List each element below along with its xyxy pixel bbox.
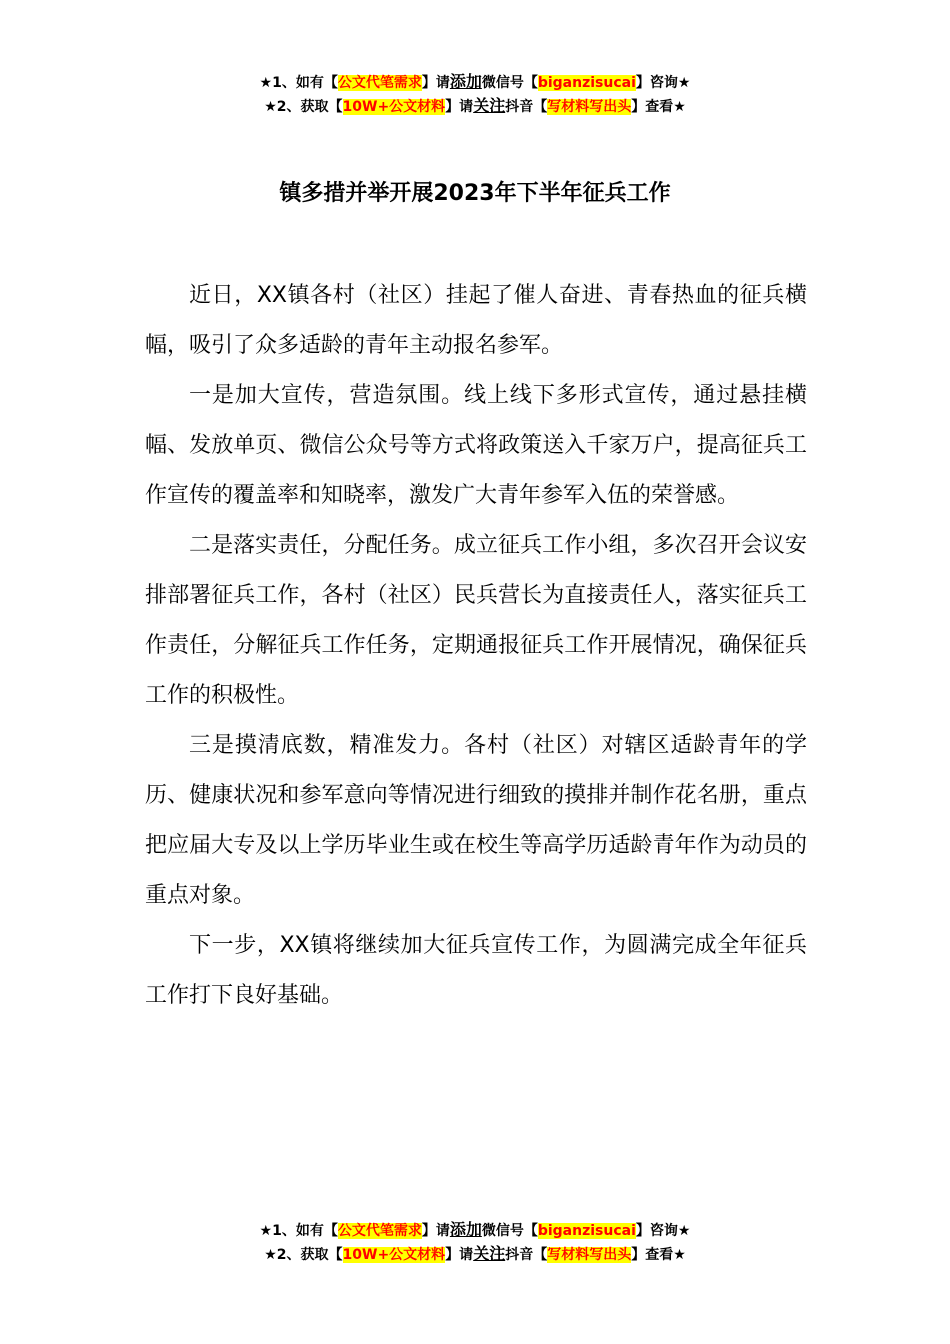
promo-line-2-highlight-materials: 10W+公文材料: [342, 99, 446, 115]
footer-line-1-mid: 】请: [421, 1223, 450, 1239]
document-body: [145, 271, 807, 1021]
paragraph-point-2: 二是落实责任，分配任务。成立征兵工作小组，多次召开会议安排部署征兵工作，各村（社区）民兵营长为直接责任人，落实征兵工作责任，分解征兵工作任务，定期通报征兵工作开展情况，确保征兵工作的积极性。: [145, 533, 807, 708]
footer-line-2-emphasis: 关注: [473, 1244, 506, 1263]
header-promo: [0, 70, 950, 118]
paragraph-next-step: 下一步，XX镇将继续加大征兵宣传工作，为圆满完成全年征兵工作打下良好基础。: [145, 933, 807, 1008]
promo-line-1-suffix: 】咨询★: [635, 75, 691, 91]
promo-line-2-suffix: 】查看★: [631, 99, 686, 115]
footer-line-2-prefix: ★2、获取【: [264, 1247, 343, 1263]
footer-promo: [0, 1218, 950, 1266]
footer-promo-line-2: [0, 1242, 950, 1266]
footer-promo-line-1: [0, 1218, 950, 1242]
paragraph-point-1: 一是加大宣传，营造氛围。线上线下多形式宣传，通过悬挂横幅、发放单页、微信公众号等方式将政策送入千家万户，提高征兵工作宣传的覆盖率和知晓率，激发广大青年参军入伍的荣誉感。: [145, 383, 807, 508]
footer-line-1-emphasis: 添加: [449, 1220, 482, 1239]
footer-line-2-mid2: 抖音【: [505, 1247, 548, 1263]
promo-line-2-mid: 】请: [445, 99, 474, 115]
promo-line-1: [0, 70, 950, 94]
footer-line-1-suffix: 】咨询★: [635, 1223, 691, 1239]
promo-line-2: [0, 94, 950, 118]
promo-line-1-emphasis: 添加: [449, 72, 482, 91]
footer-line-2-suffix: 】查看★: [631, 1247, 686, 1263]
footer-line-2-highlight-materials: 10W+公文材料: [342, 1247, 446, 1263]
footer-line-2-mid: 】请: [445, 1247, 474, 1263]
promo-line-1-prefix: ★1、如有【: [259, 75, 338, 91]
footer-line-2-highlight-douyin: 写材料写出头: [547, 1247, 632, 1263]
document-title: 镇多措并举开展2023年下半年征兵工作: [279, 181, 671, 206]
paragraph-point-3: 三是摸清底数，精准发力。各村（社区）对辖区适龄青年的学历、健康状况和参军意向等情况进行细致的摸排并制作花名册，重点把应届大专及以上学历毕业生或在校生等高学历适龄青年作为动员的重点对象。: [145, 733, 807, 908]
footer-line-1-mid2: 微信号【: [481, 1223, 538, 1239]
promo-line-1-mid2: 微信号【: [481, 75, 538, 91]
promo-line-2-emphasis: 关注: [473, 96, 506, 115]
promo-line-2-highlight-douyin: 写材料写出头: [547, 99, 632, 115]
footer-line-1-highlight-wechat: biganzisucai: [537, 1223, 636, 1239]
promo-line-1-mid: 】请: [421, 75, 450, 91]
footer-line-1-highlight-service: 公文代笔需求: [337, 1223, 422, 1239]
paragraph-intro: 近日，XX镇各村（社区）挂起了催人奋进、青春热血的征兵横幅，吸引了众多适龄的青年主动报名参军。: [145, 283, 807, 358]
promo-line-1-highlight-service: 公文代笔需求: [337, 75, 422, 91]
promo-line-2-prefix: ★2、获取【: [264, 99, 343, 115]
promo-line-1-highlight-wechat: biganzisucai: [537, 75, 636, 91]
footer-line-1-prefix: ★1、如有【: [259, 1223, 338, 1239]
promo-line-2-mid2: 抖音【: [505, 99, 548, 115]
